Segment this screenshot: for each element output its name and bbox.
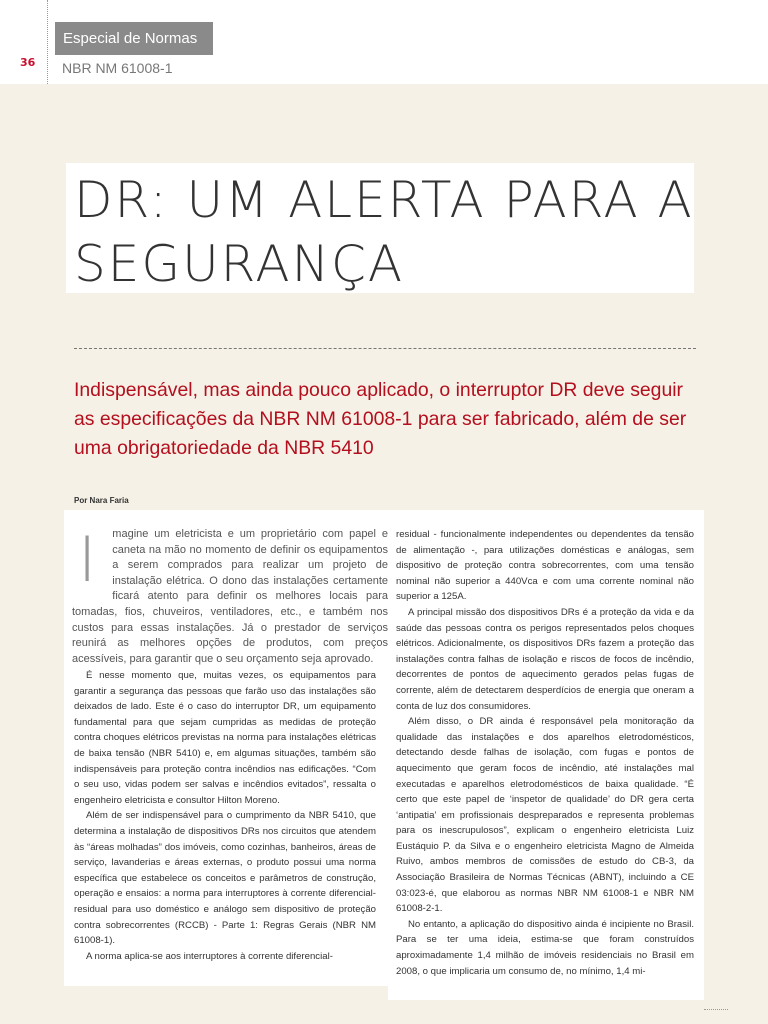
- dashed-divider: [74, 348, 696, 349]
- body-paragraph: Além de ser indispensável para o cumprimento da NBR 5410, que determina a instalação de dispositivos DRs nos circuitos que atendem às “áreas molhadas” dos imóveis, como cozinhas, banheiros, áreas de serviço, lavanderias e áreas externas, o produto possui uma norma específica que estabelece os conceitos e parâmetros de construção, operação e ensaios: a norma para interruptores à corrente diferencial-residual para uso doméstico e análogo sem dispositivo de proteção contra sobrecorrentes (RCCB) - Parte 1: Regras Gerais (NBR NM 61008-1).: [74, 810, 376, 947]
- intro-text: magine um eletricista e um proprietário com papel e caneta na mão no momento de definir os equipamentos a serem comprados para realizar um projeto de instalação elétrica. O dono das instalações certamente ficará atento para definir os melhores locais para tomadas, fios, chuveiros, ventiladores, etc., e também nos custos para essas instalações. Já o prestador de serviços reunirá as melhores opções de produtos, com preços acessíveis, para garantir que o seu orçamento seja aprovado.: [72, 528, 388, 665]
- norm-label: NBR NM 61008-1: [62, 60, 173, 76]
- left-column: [74, 668, 376, 964]
- crop-mark: [704, 1009, 728, 1024]
- section-tab: Especial de Normas: [55, 22, 213, 55]
- body-paragraph: Além disso, o DR ainda é responsável pela monitoração da qualidade das instalações e dos aparelhos eletrodomésticos, detectando desde falhas de isolação, com fugas e pontos de aquecimento que geram focos de incêndio, até instalações mal executadas e aparelhos eletrodomésticos de baixa qualidade. “É certo que este papel de ‘inspetor de qualidade’ do DR gera certa ‘antipatia’ em profissionais despreparados e representa problemas para os inescrupulosos”, explicam o engenheiro eletricista Luiz Eustáquio P. da Silva e o engenheiro eletricista Magno de Almeida Ruivo, ambos membros de comissões de estudo do CB-3, da Associação Brasileira de Normas Técnicas (ABNT), incluindo a CE 03:023-é, que elaborou as normas NBR NM 61008-1 e NBR NM 61008-2-1.: [396, 716, 694, 915]
- body-paragraph: No entanto, a aplicação do dispositivo ainda é incipiente no Brasil. Para se ter uma ideia, estima-se que foram construídos aproximadamente 1,4 milhão de imóveis residenciais no Brasil em 2008, o que implicaria um consumo de, no mínimo, 1,4 mi-: [396, 918, 694, 977]
- byline: Por Nara Faria: [74, 496, 129, 505]
- article-title: DR: UM ALERTA PARA A SEGURANÇA: [74, 171, 694, 293]
- body-paragraph: A norma aplica-se aos interruptores à corrente diferencial-: [86, 950, 333, 962]
- article-lead: Indispensável, mas ainda pouco aplicado, o interruptor DR deve seguir as especificações da NBR NM 61008-1 para ser fabricado, além de ser uma obrigatoriedade da NBR 5410: [74, 379, 687, 459]
- right-column: [396, 527, 694, 979]
- body-paragraph: É nesse momento que, muitas vezes, os equipamentos para garantir a segurança das pessoas que farão uso das instalações são deixados de lado. Este é o caso do interruptor DR, um equipamento fundamental para que sejam cumpridas as medidas de proteção contra choques elétricos previstas na norma para instalações elétricas de baixa tensão (NBR 5410) e, em algumas situações, também são indispensáveis para proteção contra incêndios nas edificações. “Com o seu uso, vidas podem ser salvas e incêndios evitados”, ressalta o engenheiro eletricista e consultor Hilton Moreno.: [74, 670, 376, 806]
- intro-paragraph: [72, 523, 388, 667]
- drop-cap: I: [78, 523, 97, 596]
- body-paragraph: A principal missão dos dispositivos DRs é a proteção da vida e da saúde das pessoas contra os perigos representados pelos choques elétricos. Adicionalmente, os dispositivos DRs fazem a proteção das instalações contra falhas de isolação e riscos de focos de incêndio, decorrentes de pontos de aquecimento gerados pelas fugas de corrente, além de detectarem desperdícios de energia que oneram a conta de luz dos consumidores.: [396, 606, 694, 712]
- page-number: 36: [20, 56, 36, 69]
- body-paragraph: residual - funcionalmente independentes ou dependentes da tensão de alimentação -, para utilizações domésticas e análogas, sem dispositivo de proteção contra sobrecorrentes, com uma tensão nominal não superior a 440Vca e com uma corrente nominal não superior a 125A.: [396, 529, 694, 603]
- header-divider: [47, 0, 48, 84]
